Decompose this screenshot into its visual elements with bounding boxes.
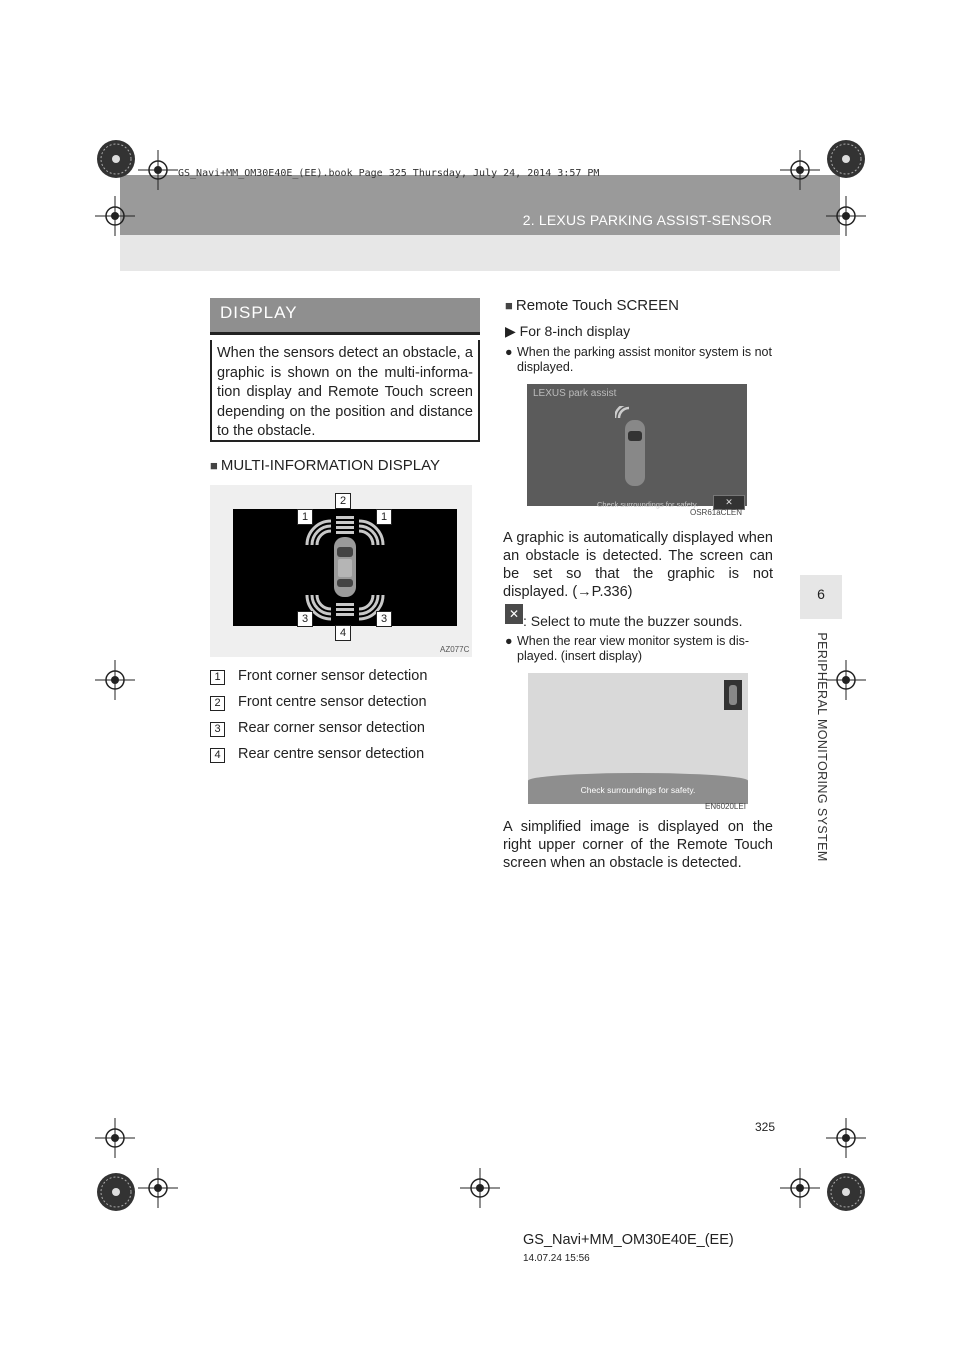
registration-rosette-icon xyxy=(94,137,138,181)
registration-crosshair-icon xyxy=(826,660,866,700)
screen-caption: Check surroundings for safety. xyxy=(597,500,699,509)
bullet-item xyxy=(505,634,773,664)
registration-crosshair-icon xyxy=(95,660,135,700)
paragraph-text: A simplified image is displayed on the right upper corner of the Remote Touch screen when an obstacle is detected. xyxy=(503,819,773,871)
car-indicator-icon xyxy=(724,680,742,710)
display-intro-box xyxy=(210,340,480,442)
registration-crosshair-icon xyxy=(95,1118,135,1158)
square-bullet-icon: ■ xyxy=(505,298,513,313)
sub-heading-text: For 8-inch display xyxy=(519,323,631,339)
callout-2: 2 xyxy=(335,493,351,509)
remote-touch-heading xyxy=(505,297,679,314)
multi-info-heading-text: MULTI-INFORMATION DISPLAY xyxy=(220,457,441,474)
display-heading-bar xyxy=(210,298,480,335)
mute-text: : Select to mute the buzzer sounds. xyxy=(523,613,743,629)
registration-crosshair-icon xyxy=(138,150,178,190)
legend-label: Front corner sensor detection xyxy=(238,668,428,684)
paragraph xyxy=(503,529,773,601)
figure-code: EN6020LEI xyxy=(705,802,746,811)
dot-bullet-icon: ● xyxy=(505,634,513,648)
figure-code: AZ077C xyxy=(440,645,470,654)
dot-bullet-icon: ● xyxy=(505,345,513,359)
callout-1-right: 1 xyxy=(376,509,392,525)
registration-rosette-icon xyxy=(824,137,868,181)
registration-crosshair-icon xyxy=(460,1168,500,1208)
bullet-item xyxy=(505,345,773,375)
paragraph-text: A graphic is automatically displayed when an obstacle is detected. The screen can be set so that the graphic is not displayed. ( xyxy=(503,530,773,600)
chapter-name-text: PERIPHERAL MONITORING SYSTEM xyxy=(815,632,829,862)
registration-rosette-icon xyxy=(824,1170,868,1214)
car-icon xyxy=(334,537,356,597)
chapter-number: 6 xyxy=(817,586,825,602)
registration-rosette-icon xyxy=(94,1170,138,1214)
display-intro-text: When the sensors detect an obstacle, a graphic is shown on the multi-informa-tion display and Remote Touch screen depending on the position and distance to the obstacle. xyxy=(217,345,473,439)
callout-3-left: 3 xyxy=(297,611,313,627)
front-centre-sensor-bars xyxy=(336,516,354,534)
legend-number: 2 xyxy=(210,696,225,711)
rear-centre-sensor-bars xyxy=(336,603,354,616)
multi-info-heading xyxy=(210,457,440,474)
callout-4: 4 xyxy=(335,625,351,641)
car-icon xyxy=(615,406,655,490)
doc-code: GS_Navi+MM_OM30E40E_(EE) xyxy=(523,1232,734,1248)
bullet-text: When the parking assist monitor system is not displayed. xyxy=(517,345,772,374)
arrow-icon: → xyxy=(577,584,592,600)
mute-button[interactable]: ✕ xyxy=(713,495,745,510)
registration-crosshair-icon xyxy=(138,1168,178,1208)
registration-crosshair-icon xyxy=(95,196,135,236)
screen-title: LEXUS park assist xyxy=(533,388,617,399)
park-assist-screenshot xyxy=(527,384,747,509)
registration-crosshair-icon xyxy=(826,196,866,236)
book-stamp: GS_Navi+MM_OM30E40E_(EE).book Page 325 Thursday, July 24, 2014 3:57 PM xyxy=(178,168,600,179)
multi-info-screen xyxy=(233,509,457,626)
remote-touch-heading-text: Remote Touch SCREEN xyxy=(515,297,679,314)
legend-number: 3 xyxy=(210,722,225,737)
section-title: 2. LEXUS PARKING ASSIST-SENSOR xyxy=(522,212,772,228)
doc-date: 14.07.24 15:56 xyxy=(523,1253,590,1264)
page-number: 325 xyxy=(754,1120,775,1134)
page-reference: P.336) xyxy=(591,584,633,600)
bullet-text: When the rear view monitor system is dis-played. (insert display) xyxy=(517,634,750,663)
legend-label: Front centre sensor detection xyxy=(238,694,427,710)
callout-3-right: 3 xyxy=(376,611,392,627)
callout-1-left: 1 xyxy=(297,509,313,525)
sub-heading xyxy=(505,323,630,340)
figure-code: OSR61aCLEN xyxy=(690,508,743,517)
legend-number: 4 xyxy=(210,748,225,763)
legend-number: 1 xyxy=(210,670,225,685)
legend-label: Rear corner sensor detection xyxy=(238,720,425,736)
registration-crosshair-icon xyxy=(780,150,820,190)
mute-glyph-icon: ✕ xyxy=(508,607,520,621)
screen-caption: Check surroundings for safety. xyxy=(580,785,696,795)
legend-label: Rear centre sensor detection xyxy=(238,746,425,762)
square-bullet-icon: ■ xyxy=(210,458,218,473)
rear-view-screenshot xyxy=(528,673,748,804)
display-heading: DISPLAY xyxy=(220,303,298,322)
triangle-bullet-icon: ▶ xyxy=(505,323,516,339)
registration-crosshair-icon xyxy=(780,1168,820,1208)
parking-sensor-graphic xyxy=(233,509,457,626)
registration-crosshair-icon xyxy=(826,1118,866,1158)
